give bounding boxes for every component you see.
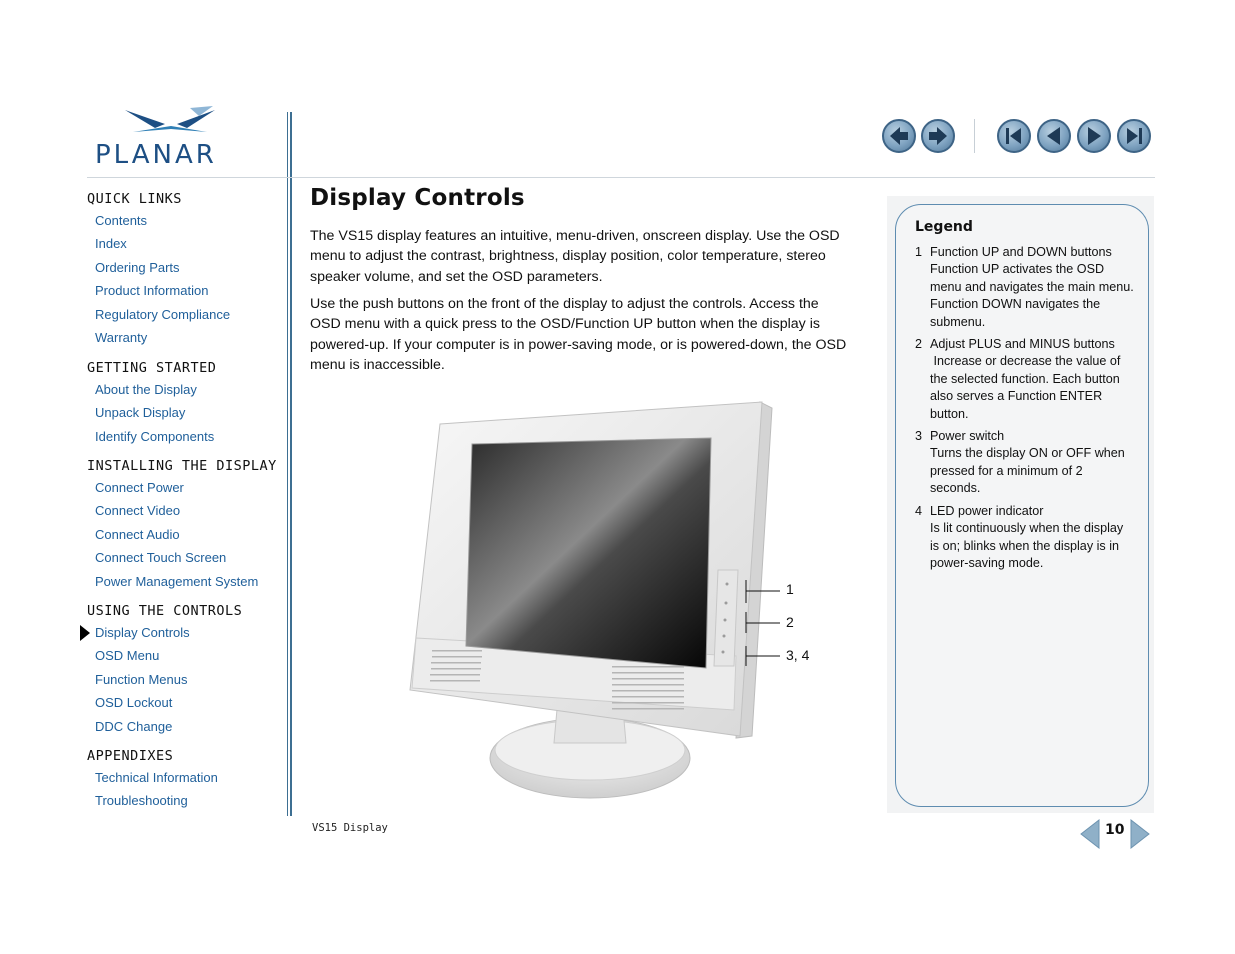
legend-heading: Function UP and DOWN buttons: [930, 245, 1112, 259]
sidebar-item-ordering-parts[interactable]: Ordering Parts: [95, 259, 180, 275]
sidebar-divider: [287, 112, 288, 816]
last-page-icon: [1119, 121, 1149, 151]
section-title: INSTALLING THE DISPLAY: [87, 458, 277, 474]
sidebar-item-product-information[interactable]: Product Information: [95, 283, 209, 299]
callout-3-4: 3, 4: [786, 647, 810, 663]
legend-heading: Power switch: [930, 429, 1005, 443]
section-getting-started: [87, 359, 216, 448]
legend-description: Increase or decrease the value of the selected function. Each button also serves a Function ENTER button.: [930, 354, 1124, 421]
sidebar-item-warranty[interactable]: Warranty: [95, 329, 148, 345]
usage-paragraph: Use the push buttons on the front of the display to adjust the controls. Access the OSD menu with a quick press to the OSD/Function UP button when the display is powered-up. If your computer is in power-saving mode, or is powered-down, the OSD menu is inaccessible.: [310, 296, 847, 373]
sidebar-item-connect-audio[interactable]: Connect Audio: [95, 526, 180, 542]
sidebar-item-osd-menu[interactable]: OSD Menu: [95, 648, 160, 664]
section-title: QUICK LINKS: [87, 191, 182, 207]
legend-number: 3: [915, 429, 923, 443]
first-page-icon: [999, 121, 1029, 151]
sidebar-item-ddc-change[interactable]: DDC Change: [95, 718, 173, 734]
footer-product-label: VS15 Display: [312, 822, 388, 834]
sidebar-item-about-the-display[interactable]: About the Display: [95, 382, 197, 397]
toolbar-separator: [974, 119, 975, 153]
next-page-icon: [1079, 121, 1109, 151]
planar-logo: [95, 106, 255, 170]
sidebar-item-osd-lockout[interactable]: OSD Lockout: [95, 695, 173, 711]
back-button[interactable]: [882, 119, 916, 153]
sidebar-item-technical-information[interactable]: Technical Information: [95, 770, 218, 785]
back-arrow-icon: [884, 121, 914, 151]
footer-next-page-icon[interactable]: [1130, 819, 1150, 849]
monitor-illustration: [400, 398, 780, 806]
callout-2: 2: [786, 614, 794, 630]
forward-arrow-icon: [923, 121, 953, 151]
page-title: Display Controls: [310, 185, 525, 211]
callout-1: 1: [786, 581, 794, 597]
sidebar-item-connect-video[interactable]: Connect Video: [95, 503, 181, 519]
legend-title: Legend: [915, 219, 973, 235]
footer-previous-page-icon[interactable]: [1080, 819, 1100, 849]
brand-name: PLANAR: [95, 140, 217, 170]
section-installing-the-display: [87, 457, 277, 593]
section-title: GETTING STARTED: [87, 360, 217, 376]
section-using-the-controls: [87, 602, 242, 738]
legend-heading: Adjust PLUS and MINUS buttons: [930, 337, 1115, 351]
legend-number: 1: [915, 245, 923, 259]
legend-description: Function UP activates the OSD menu and navigates the main menu. Function DOWN navigates the submenu.: [930, 262, 1134, 329]
intro-paragraph: The VS15 display features an intuitive, menu-driven, onscreen display. Use the OSD menu to adjust the contrast, brightness, display position, color temperature, stereo speaker volume, and set the OSD parameters.: [310, 228, 840, 285]
planar-logo-mark-icon: [95, 106, 255, 142]
section-appendixes: [87, 747, 218, 813]
section-quick-links: [87, 190, 230, 349]
last-page-button[interactable]: [1117, 119, 1151, 153]
previous-page-icon: [1039, 121, 1069, 151]
sidebar-item-regulatory-compliance[interactable]: Regulatory Compliance: [95, 306, 231, 322]
forward-button[interactable]: [921, 119, 955, 153]
sidebar-item-contents[interactable]: Contents: [95, 213, 148, 228]
sidebar-item-display-controls[interactable]: Display Controls: [95, 625, 190, 640]
legend-description: Turns the display ON or OFF when pressed for a minimum of 2 seconds.: [930, 446, 1125, 496]
legend-number: 4: [915, 504, 923, 518]
legend-heading: LED power indicator: [930, 504, 1044, 518]
previous-page-button[interactable]: [1037, 119, 1071, 153]
header-divider: [87, 177, 1155, 178]
sidebar-item-unpack-display[interactable]: Unpack Display: [95, 405, 186, 421]
sidebar-item-connect-power[interactable]: Connect Power: [95, 480, 184, 495]
legend-description: Is lit continuously when the display is on; blinks when the display is in power-saving mode.: [930, 521, 1124, 571]
section-title: USING THE CONTROLS: [87, 603, 243, 619]
next-page-button[interactable]: [1077, 119, 1111, 153]
sidebar-item-troubleshooting[interactable]: Troubleshooting: [95, 793, 188, 809]
section-title: APPENDIXES: [87, 748, 174, 764]
sidebar-item-connect-touch-screen[interactable]: Connect Touch Screen: [95, 550, 227, 566]
sidebar-item-power-management-system[interactable]: Power Management System: [95, 573, 259, 589]
current-page-marker-icon: [80, 625, 90, 641]
legend-number: 2: [915, 337, 923, 351]
first-page-button[interactable]: [997, 119, 1031, 153]
sidebar-divider-thick: [290, 112, 292, 816]
sidebar-item-identify-components[interactable]: Identify Components: [95, 428, 215, 444]
page-number: 10: [1105, 822, 1125, 838]
sidebar-item-index[interactable]: Index: [95, 236, 127, 252]
sidebar-item-function-menus[interactable]: Function Menus: [95, 671, 188, 687]
